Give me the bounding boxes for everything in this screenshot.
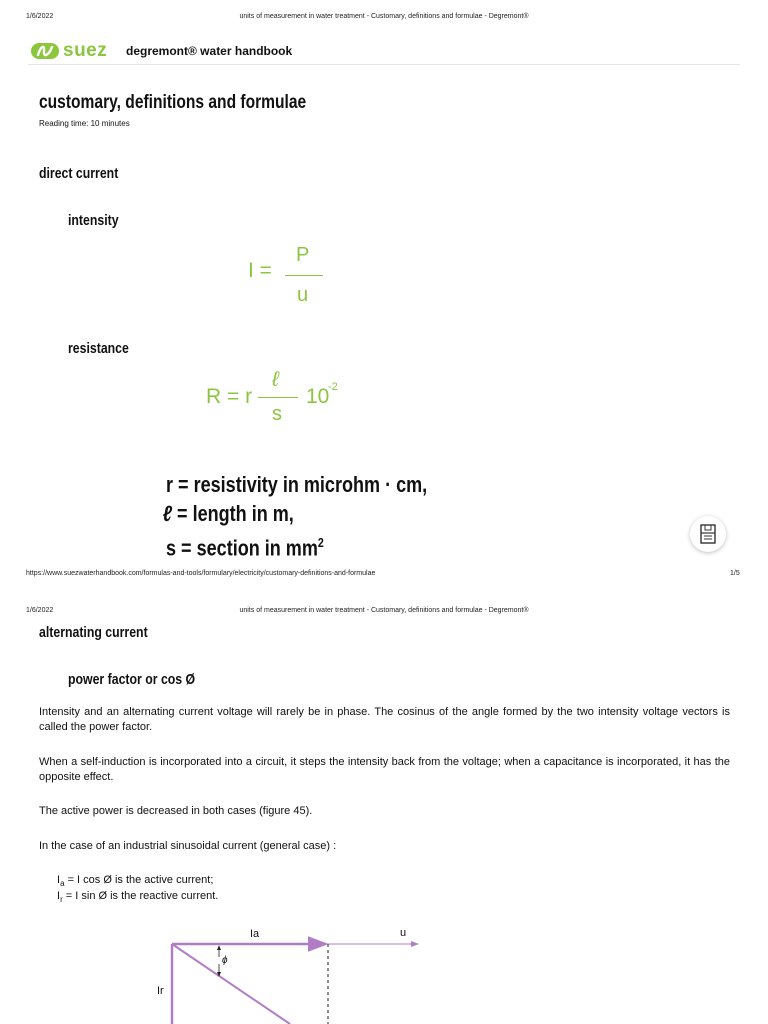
print-title: units of measurement in water treatment - Customary, definitions and formulae - Degremont® <box>239 13 529 20</box>
reactive-symbol: I <box>57 890 61 902</box>
save-document-icon <box>699 524 717 544</box>
legend-line-resistivity: r = resistivity in microhm · cm, <box>166 472 428 497</box>
intensity-formula <box>248 244 338 314</box>
section-exponent: 2 <box>317 535 324 550</box>
print-page-number: 1/5 <box>730 570 740 577</box>
paragraph-active-power: The active power is decreased in both cases (figure 45). <box>39 805 313 817</box>
resistance-numerator: ℓ <box>272 368 279 391</box>
suez-logo-icon <box>30 40 60 62</box>
resistance-factor-exponent: -2 <box>328 381 338 393</box>
resistance-factor-base: 10 <box>306 385 330 408</box>
reactive-subscript: r <box>60 895 63 905</box>
power-factor-diagram <box>150 922 440 1024</box>
reactive-current-line <box>57 889 657 907</box>
section-heading-alternating-current: alternating current <box>39 624 148 641</box>
section-heading-direct-current: direct current <box>39 165 119 182</box>
paragraph-phase: Intensity and an alternating current voltage will rarely be in phase. The cosinus of the angle formed by the two intensity voltage vectors is called the power factor. <box>39 706 730 733</box>
print-date: 1/6/2022 <box>26 13 54 20</box>
section-text: s = section in mm <box>166 535 318 561</box>
paragraph-self-induction: When a self-induction is incorporated into a circuit, it steps the intensity back from the voltage; when a capacitance is incorporated, it has the opposite effect. <box>39 756 730 783</box>
subheading-intensity: intensity <box>68 212 119 229</box>
length-text: = length in m, <box>172 501 294 526</box>
resistance-lhs: R = r <box>206 385 253 408</box>
resistance-denominator: s <box>272 403 282 425</box>
fraction-bar <box>285 275 323 276</box>
length-symbol: ℓ <box>162 501 173 526</box>
intensity-numerator: P <box>296 244 310 266</box>
subheading-resistance: resistance <box>68 340 129 357</box>
page-title: customary, definitions and formulae <box>39 92 307 113</box>
header-divider <box>28 64 740 65</box>
print-title: units of measurement in water treatment - Customary, definitions and formulae - Degremont® <box>239 607 529 614</box>
label-ir: Ir <box>157 985 164 997</box>
active-symbol: I <box>57 874 61 886</box>
legend-line-length <box>163 499 427 528</box>
label-phi: ϕ <box>222 955 228 966</box>
suez-logo[interactable] <box>30 40 107 62</box>
site-title[interactable]: degremont® water handbook <box>126 44 293 58</box>
suez-wordmark: suez <box>63 40 108 61</box>
resistance-formula <box>206 370 346 430</box>
label-u: u <box>400 927 407 939</box>
legend-line-section <box>166 528 427 562</box>
paragraph-sinusoidal: In the case of an industrial sinusoidal current (general case) : <box>39 840 337 852</box>
label-ia: Ia <box>250 928 260 940</box>
reading-time: Reading time: 10 minutes <box>39 119 130 128</box>
reactive-text: = I sin Ø is the reactive current. <box>62 890 219 902</box>
current-vector <box>172 944 290 1024</box>
fraction-bar <box>258 397 298 398</box>
print-url: https://www.suezwaterhandbook.com/formulas-and-tools/formulary/electricity/customary-definitions-and-formulae <box>26 570 376 577</box>
intensity-denominator: u <box>297 284 309 306</box>
resistance-legend <box>162 470 428 562</box>
intensity-lhs: I = <box>248 259 272 282</box>
subheading-power-factor: power factor or cos Ø <box>68 671 196 688</box>
print-date: 1/6/2022 <box>26 607 54 614</box>
save-button[interactable] <box>690 516 726 552</box>
active-subscript: a <box>60 879 65 889</box>
active-text: = I cos Ø is the active current; <box>64 874 214 886</box>
